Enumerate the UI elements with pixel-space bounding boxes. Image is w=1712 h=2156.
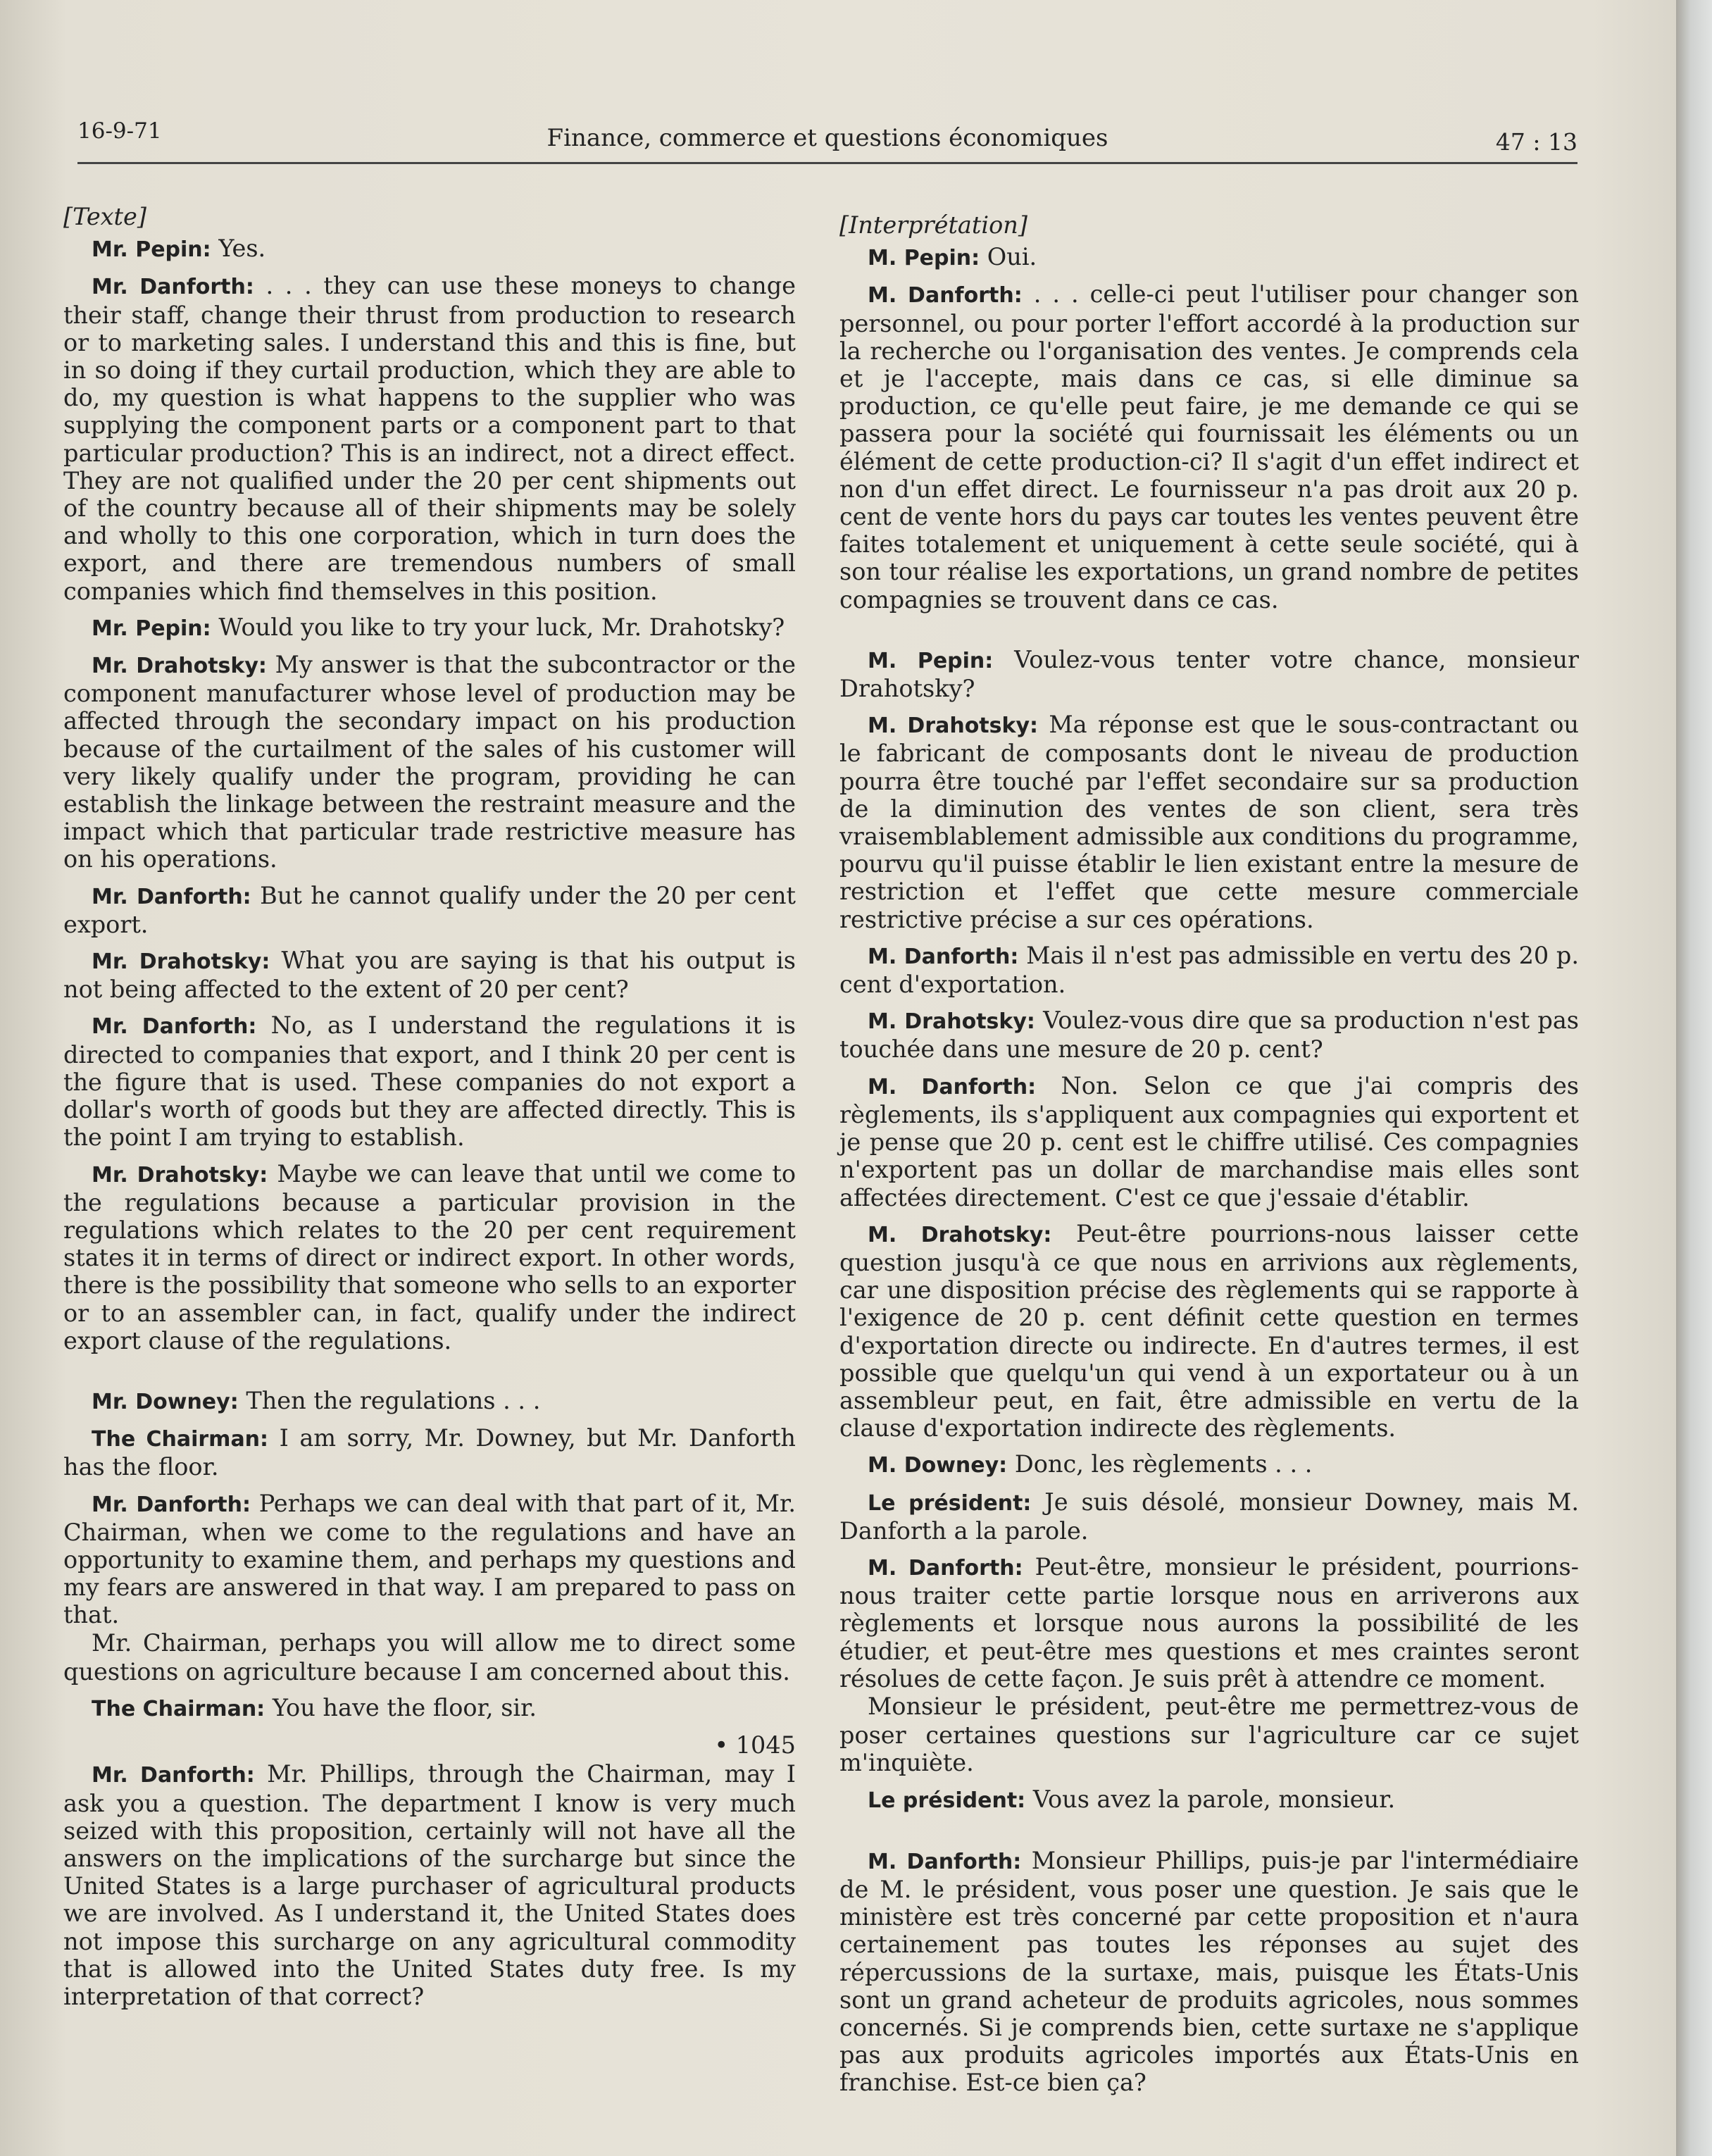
speech: Donc, les règlements . . .	[1007, 1450, 1313, 1478]
speech: You have the floor, sir.	[265, 1693, 537, 1721]
speech: Perhaps we can deal with that part of it, Mr. Chairman, when we come to the regulations and have an opportunity to examine them, and perhaps my questions and my fears are answered in that way. I am prepared to pass on that.	[63, 1489, 796, 1629]
speaker: Mr. Drahotsky:	[92, 949, 270, 975]
spacer	[839, 1823, 1579, 1847]
speech: Monsieur Phillips, puis-je par l'intermédiaire de M. le président, vous poser une question. Je sais que le ministère est très concerné par cette proposition et n'aura certainement pas toutes les réponses au sujet des répercussions de la surtaxe, mais, puisque les États-Unis sont un grand acheteur de produits agricoles, nous sommes concernés. Si je comprends bien, cette surtaxe ne s'applique pas aux produits agricoles importés aux États-Unis en franchise. Est-ce bien ça?	[839, 1846, 1579, 2097]
speech: No, as I understand the regulations it is directed to companies that export, and I think 20 per cent is the figure that is used. These companies do not export a dollar's worth of goods but they are affected directly. This is the point I am trying to establish.	[63, 1011, 796, 1152]
paragraph	[839, 1007, 1579, 1063]
speech: . . . they can use these moneys to change their staff, change their thrust from production to research or to marketing sales. I understand this and this is fine, but in so doing if they curtail production, which they are able to do, my question is what happens to the supplier who was supplying the component parts or a component part to that particular production? This is an indirect, not a direct effect. They are not qualified under the 20 per cent shipments out of the country because all of their shipments may be solely and wholly to this one corporation, which in turn does the export, and there are tremendous numbers of small companies which find themselves in this position.	[63, 272, 796, 605]
running-header	[77, 118, 1577, 164]
speaker: Mr. Danforth:	[92, 1492, 251, 1517]
speech: Monsieur le président, peut-être me permettrez-vous de poser certaines questions sur l'agriculture car ce sujet m'inquiète.	[839, 1692, 1579, 1777]
speaker: Le président:	[868, 1788, 1026, 1813]
speech: Mais il n'est pas admissible en vertu des 20 p. cent d'exportation.	[839, 941, 1579, 999]
speaker: M. Downey:	[868, 1453, 1008, 1478]
french-column	[839, 211, 1579, 2105]
header-date: 16-9-71	[77, 118, 162, 144]
paragraph	[63, 947, 796, 1003]
speaker: Mr. Drahotsky:	[92, 654, 267, 679]
header-title: Finance, commerce et questions économiques	[546, 124, 1108, 152]
paragraph	[839, 1693, 1579, 1777]
speech: What you are saying is that his output is not being affected to the extent of 20 per cent?	[63, 947, 796, 1004]
speech: Oui.	[980, 243, 1037, 271]
paragraph	[839, 711, 1579, 933]
paragraph	[63, 1490, 796, 1629]
paragraph	[63, 1424, 796, 1481]
speech: Peut-être pourrions-nous laisser cette question jusqu'à ce que nous en arrivions aux règlements, car une disposition précise des règlements qui se rapporte à l'exigence de 20 p. cent définit cette question en termes d'exportation directe ou indirecte. En d'autres termes, il est possible que quelqu'un qui vend à un exportateur ou à un assembleur peut, en fait, être admissible en vertu de la clause d'exportation indirecte des règlements.	[839, 1219, 1579, 1442]
paragraph	[839, 1553, 1579, 1693]
speech: Ma réponse est que le sous-contractant ou le fabricant de composants dont le niveau de production pourra être touché par l'effet secondaire sur sa production de la diminution des ventes de son client, sera très vraisemblablement admissible aux conditions du programme, pourvu qu'il puisse établir le lien existant entre la mesure de restriction et l'effet que cette mesure commerciale restrictive précise a sur ces opérations.	[839, 711, 1579, 933]
paragraph	[839, 646, 1579, 702]
speaker: M. Danforth:	[868, 1849, 1022, 1874]
speaker: Mr. Drahotsky:	[92, 1162, 268, 1188]
paragraph	[63, 235, 796, 263]
speaker: M. Danforth:	[868, 1555, 1023, 1581]
paragraph	[63, 1011, 796, 1151]
speaker: M. Drahotsky:	[868, 1009, 1035, 1035]
speaker: Mr. Pepin:	[92, 237, 211, 263]
paragraph	[63, 1387, 796, 1416]
paragraph	[839, 1488, 1579, 1545]
header-page-number: 47 : 13	[1495, 128, 1577, 156]
paragraph	[63, 1629, 796, 1685]
paragraph	[839, 1786, 1579, 1814]
page-edge	[1676, 0, 1712, 2156]
speaker: Mr. Danforth:	[92, 884, 251, 909]
speaker: M. Pepin:	[868, 648, 994, 673]
speaker: M. Drahotsky:	[868, 714, 1039, 739]
speech: Peut-être, monsieur le président, pourrions-nous traiter cette partie lorsque nous en arriverons aux règlements et lorsque nous aurons la possibilité de les étudier, et peut-être mes questions et mes craintes seront résolues de cette façon. Je suis prêt à attendre ce moment.	[839, 1552, 1579, 1693]
time-marker: • 1045	[714, 1731, 796, 1759]
paragraph	[839, 1847, 1579, 2097]
speech: Voulez-vous dire que sa production n'est pas touchée dans une mesure de 20 p. cent?	[839, 1007, 1580, 1064]
speaker: M. Pepin:	[868, 246, 980, 271]
section-label: [Texte]	[63, 203, 146, 230]
paragraph	[63, 1760, 796, 2010]
paragraph	[839, 243, 1579, 272]
spacer	[63, 1363, 796, 1387]
speaker: M. Danforth:	[868, 1074, 1037, 1099]
paragraph	[839, 1072, 1579, 1211]
speech: Yes.	[211, 235, 266, 263]
speech: Vous avez la parole, monsieur.	[1025, 1785, 1396, 1813]
speech: Je suis désolé, monsieur Downey, mais M. Danforth a la parole.	[839, 1488, 1579, 1545]
speaker: The Chairman:	[92, 1696, 265, 1721]
english-column	[63, 203, 796, 2019]
paragraph	[63, 613, 796, 642]
paragraph	[63, 1160, 796, 1354]
speech: . . . celle-ci peut l'utiliser pour changer son personnel, ou pour porter l'effort accordé à la production sur la recherche ou l'organisation des ventes. Je comprends cela et je l'accepte, mais dans ce cas, si elle diminue sa production, ce qu'elle peut faire, je me demande ce qui se passera pour la société qui fournissait les éléments ou un élément de cette production-ci? Il s'agit d'un effet indirect et non d'un effet direct. Le fournisseur n'a pas droit aux 20 p. cent de vente hors du pays car toutes les ventes peuvent être faites totalement et uniquement à cette seule société, qui à son tour réalise les exportations, un grand nombre de petites compagnies se trouvent dans ce cas.	[839, 280, 1579, 613]
speaker: M. Danforth:	[868, 283, 1023, 309]
speaker: M. Danforth:	[868, 944, 1019, 969]
paragraph	[839, 280, 1579, 613]
paragraph	[63, 651, 796, 873]
paragraph	[839, 1220, 1579, 1442]
speech: Mr. Phillips, through the Chairman, may I ask you a question. The department I know is very much seized with this proposition, certainly will not have all the answers on the implications of the surcharge but since the United States is a large purchaser of agricultural products we are involved. As I understand it, the United States does not impose this surcharge on any agricultural commodity that is allowed into the United States duty free. Is my interpretation of that correct?	[63, 1760, 796, 2010]
section-label: [Interprétation]	[839, 211, 1027, 239]
speech: But he cannot qualify under the 20 per cent export.	[63, 881, 796, 938]
speaker: The Chairman:	[92, 1427, 269, 1452]
speaker: Le président:	[868, 1490, 1032, 1516]
speaker: Mr. Danforth:	[92, 275, 254, 300]
speech: Mr. Chairman, perhaps you will allow me to direct some questions on agriculture because I am concerned about this.	[63, 1628, 796, 1685]
paragraph	[63, 1694, 796, 1723]
speaker: Mr. Danforth:	[92, 1014, 257, 1040]
speaker: Mr. Downey:	[92, 1389, 239, 1414]
paragraph	[839, 1450, 1579, 1479]
speech: Voulez-vous tenter votre chance, monsieur Drahotsky?	[839, 645, 1579, 703]
speech: Would you like to try your luck, Mr. Drahotsky?	[211, 613, 785, 641]
speaker: Mr. Pepin:	[92, 616, 211, 641]
paragraph	[63, 882, 796, 938]
speaker: M. Drahotsky:	[868, 1222, 1052, 1247]
speaker: Mr. Danforth:	[92, 1763, 255, 1788]
paragraph	[63, 272, 796, 604]
speech: My answer is that the subcontractor or the component manufacturer whose level of production may be affected through the secondary impact on his production because of the curtailment of the sales of his customer will very likely qualify under the program, providing he can establish the linkage between the restraint measure and the impact which that particular trade restrictive measure has on his operations.	[63, 651, 796, 873]
spacer	[839, 622, 1579, 646]
speech: Then the regulations . . .	[238, 1386, 541, 1414]
speech: I am sorry, Mr. Downey, but Mr. Danforth has the floor.	[63, 1424, 796, 1481]
paragraph	[839, 942, 1579, 998]
speech: Maybe we can leave that until we come to the regulations because a particular provision in the regulations which relates to the 20 per cent requirement states it in terms of direct or indirect export. In other words, there is the possibility that someone who sells to an exporter or to an assembler can, in fact, qualify under the indirect export clause of the regulations.	[63, 1159, 796, 1354]
speech: Non. Selon ce que j'ai compris des règlements, ils s'appliquent aux compagnies qui exportent et je pense que 20 p. cent est le chiffre utilisé. Ces compagnies n'exportent pas un dollar de marchandise mais elles sont affectées directement. C'est ce que j'essaie d'établir.	[839, 1071, 1579, 1211]
